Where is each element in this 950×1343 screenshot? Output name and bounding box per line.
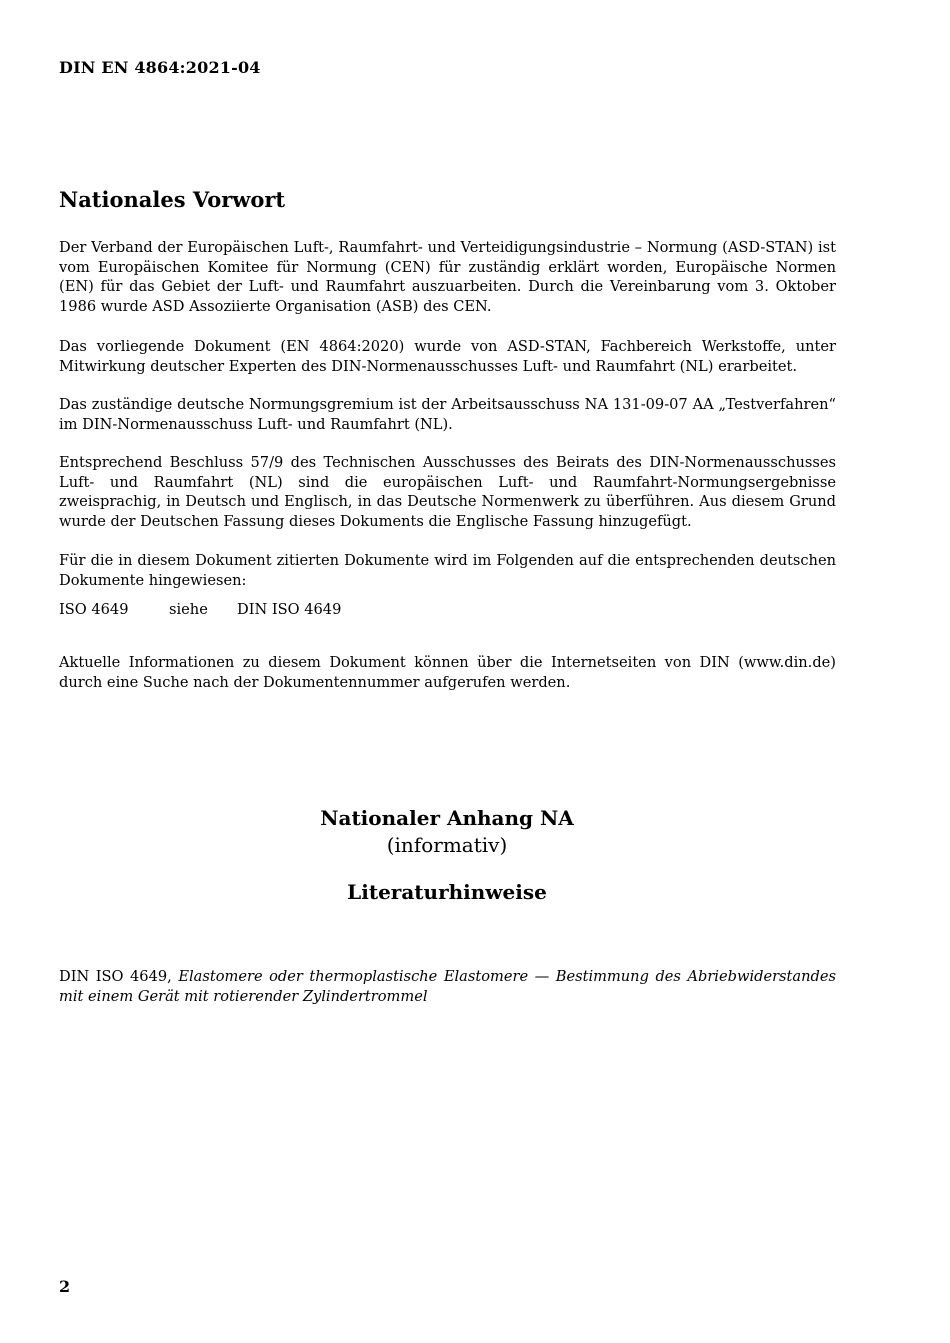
foreword-paragraph: Der Verband der Europäischen Luft-, Raumfahrt- und Verteidigungsindustrie – Normung (ASD-STAN) ist vom Europäischen Komitee für Normung (CEN) für zuständig erklärt worden, Europäische Normen (EN) für das Gebiet der Luft- und Raumfahrt auszuarbeiten. Durch die Vereinbarung vom 3. Oktober 1986 wurde ASD Assoziierte Organisation (ASB) des CEN. xyxy=(59,239,836,315)
foreword-paragraph: Das vorliegende Dokument (EN 4864:2020) wurde von ASD-STAN, Fachbereich Werkstoffe, unter Mitwirkung deutscher Experten des DIN-Normenausschusses Luft- und Raumfahrt (NL) erarbeitet. xyxy=(59,338,836,375)
foreword-paragraph: Für die in diesem Dokument zitierten Dokumente wird im Folgenden auf die entsprechenden deutschen Dokumente hingewiesen: xyxy=(59,552,836,589)
foreword-title: Nationales Vorwort xyxy=(59,187,286,212)
reference-target: DIN ISO 4649 xyxy=(237,601,342,618)
document-id-header: DIN EN 4864:2021-04 xyxy=(59,58,261,77)
page-number: 2 xyxy=(59,1277,71,1296)
annex-subtitle: (informativ) xyxy=(386,833,508,857)
foreword-paragraph: Entsprechend Beschluss 57/9 des Technischen Ausschusses des Beirats des DIN-Normenausschusses Luft- und Raumfahrt (NL) sind die europäischen Luft- und Raumfahrt-Normungsergebnisse zweisprachig, in Deutsch und Englisch, in das Deutsche Normenwerk zu überführen. Aus diesem Grund wurde der Deutschen Fassung dieses Dokuments die Englische Fassung hinzugefügt. xyxy=(59,454,836,530)
bibliography-entry xyxy=(59,967,836,1006)
bibliography-entry-ref: DIN ISO 4649, xyxy=(59,968,172,985)
foreword-paragraph: Das zuständige deutsche Normungsgremium ist der Arbeitsausschuss NA 131-09-07 AA „Testverfahren“ im DIN-Normenausschuss Luft- und Raumfahrt (NL). xyxy=(59,396,836,433)
reference-relation: siehe xyxy=(169,601,208,618)
reference-source: ISO 4649 xyxy=(59,601,129,618)
foreword-closing-paragraph: Aktuelle Informationen zu diesem Dokument können über die Internetseiten von DIN (www.din.de) durch eine Suche nach der Dokumentennummer aufgerufen werden. xyxy=(59,654,836,691)
bibliography-entry-title: Elastomere oder thermoplastische Elastomere — Bestimmung des Abriebwiderstandes mit einem Gerät mit rotierender Zylindertrommel xyxy=(59,968,836,1005)
bibliography-title: Literaturhinweise xyxy=(347,880,547,904)
annex-title: Nationaler Anhang NA xyxy=(320,806,574,830)
